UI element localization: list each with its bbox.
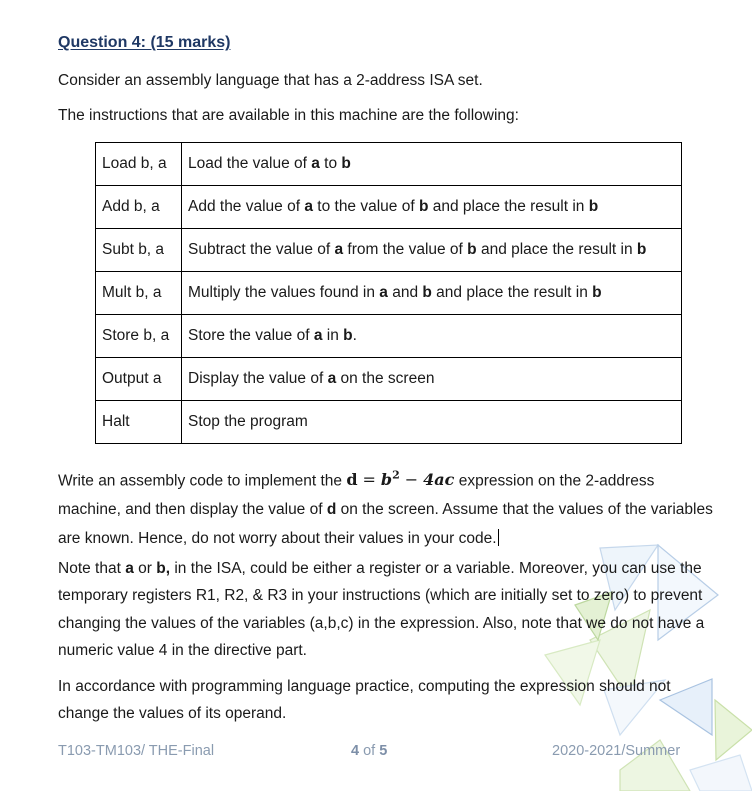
expression-b: b [380,470,393,490]
footer-course-code: T103-TM103/ THE-Final [58,743,215,759]
note-paragraph [58,555,718,664]
isa-instruction: Halt [96,401,182,444]
expression-equals: = [362,470,376,490]
isa-row [96,315,682,358]
isa-description-text: from the value of [343,241,468,258]
isa-description-text: to [319,155,342,172]
question-heading: Question 4: (15 marks) [58,34,231,51]
isa-description [182,186,682,229]
isa-operand: a [334,241,344,258]
isa-operand: b [636,241,647,258]
isa-row [96,272,682,315]
isa-description [182,272,682,315]
isa-operand: b [343,327,353,344]
isa-description [182,358,682,401]
isa-description-text: Stop the program [188,413,308,430]
task-text-before: Write an assembly code to implement the [58,472,347,490]
note-text: in the ISA, could be either a register or a variable. Moreover, you can use the temporary registers R1, R2, & R3 in your instructions (which are initially set to zero) to prevent changing the values of the variables (a,b,c) in the expression. Also, note that we do not have a numeric value 4 in the directive part. [58,560,705,659]
isa-row [96,229,682,272]
isa-description [182,229,682,272]
expression [346,470,454,489]
isa-operand: b [467,241,477,258]
isa-instruction: Add b, a [96,186,182,229]
isa-operand: b [422,284,432,301]
isa-instruction: Subt b, a [96,229,182,272]
isa-description-text: Add the value of [188,198,305,215]
isa-row [96,401,682,444]
expression-lhs: d [346,470,358,490]
isa-description-text: Load the value of [188,155,312,172]
closing-paragraph: In accordance with programming language practice, computing the expression should not change the values of its operand. [58,678,671,723]
isa-description-text: in [322,327,344,344]
expression-exponent: 2 [392,469,400,482]
isa-description-text: to the value of [312,198,419,215]
expression-rhs: 4ac [423,470,455,490]
isa-operand: a [311,155,320,172]
instructions-intro-text: The instructions that are available in this machine are the following: [58,107,519,124]
footer-page-number [351,743,387,759]
task-text-after1: expression on the 2-address machine, and then display the value of [58,472,655,519]
isa-description-text: on the screen [336,370,435,387]
isa-instruction: Store b, a [96,315,182,358]
isa-row [96,143,682,186]
isa-operand: a [304,198,313,215]
isa-description-text: and place the result in [476,241,637,258]
isa-instruction: Output a [96,358,182,401]
isa-operand: a [327,370,337,387]
expression-minus: − [404,470,419,490]
isa-row [96,186,682,229]
isa-description-text: and [387,284,423,301]
isa-description-text: and place the result in [428,198,589,215]
isa-row [96,358,682,401]
isa-description [182,315,682,358]
isa-operand: b [418,198,429,215]
isa-description-text: Multiply the values found in [188,284,380,301]
note-text: Note that [58,560,126,577]
isa-operand: b [588,198,599,215]
task-d: d [326,501,337,519]
isa-description-text: Store the value of [188,327,314,344]
task-paragraph [58,461,718,553]
isa-description [182,143,682,186]
text-cursor [498,529,499,546]
isa-table [95,142,682,444]
intro-text: Consider an assembly language that has a 2-address ISA set. [58,72,483,89]
isa-description-text: Display the value of [188,370,328,387]
isa-operand: b [592,284,602,301]
isa-instruction: Load b, a [96,143,182,186]
isa-description-text: . [352,327,357,344]
footer-term: 2020-2021/Summer [552,743,681,759]
footer-page-of: of [359,743,380,759]
isa-description-text: and place the result in [431,284,593,301]
isa-operand: a [379,284,388,301]
isa-operand: b [341,155,351,172]
task-text-after2: on the screen. Assume that the values of the variables are known. Hence, do not worry about their values in your code. [58,501,713,548]
footer-page-current: 4 [351,743,360,759]
note-operand: b, [156,560,171,577]
note-text: or [133,560,157,577]
isa-description [182,401,682,444]
footer-page-total: 5 [379,743,388,759]
isa-instruction: Mult b, a [96,272,182,315]
isa-operand: a [313,327,323,344]
isa-description-text: Subtract the value of [188,241,335,258]
note-operand: a [125,560,134,577]
